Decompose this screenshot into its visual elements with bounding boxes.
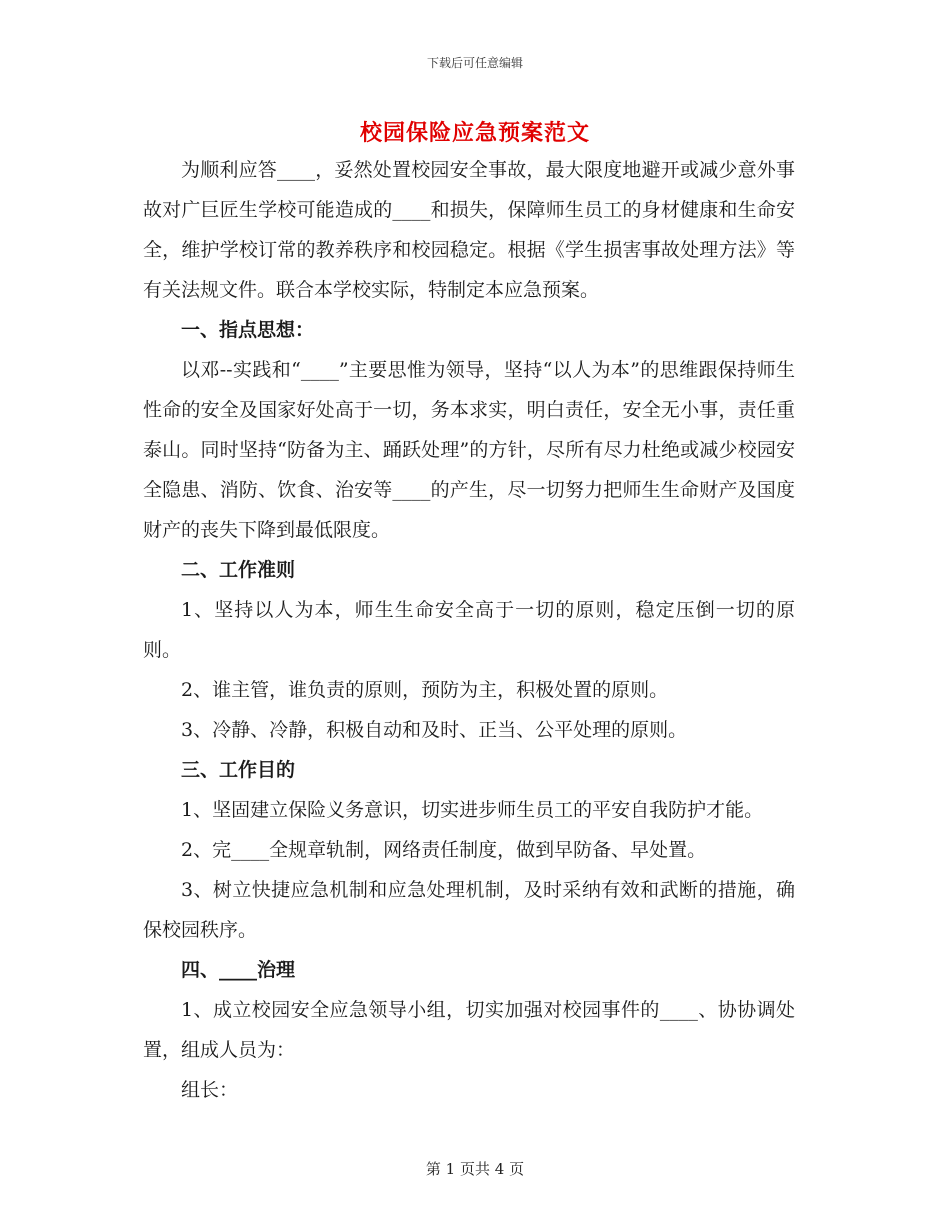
list-item: 3、冷静、冷静，积极自动和及时、正当、公平处理的原则。 [181,719,688,741]
list-item: 3、树立快捷应急机制和应急处理机制，及时采纳有效和武断的措施，确保校园秩序。 [143,879,795,941]
document-title: 校园保险应急预案范文 [359,120,590,146]
section-paragraph: 以邓--实践和“____”主要思惟为领导，坚持“以人为本”的思维跟保持师生性命的安全及国家好处高于一切，务本求实，明白责任，安全无小事，责任重泰山。同时坚持“防备为主、踊跃处理”的方针，尽所有尽力杜绝或减少校园安全隐患、消防、饮食、治安等____的产生，尽一切努力把师生生命财产及国度财产的丧失下降到最低限度。 [143,359,795,541]
page-footer: 第 1 页共 4 页 [425,1160,525,1178]
section-heading: 二、工作准则 [181,559,296,581]
list-item: 2、完____全规章轨制，网络责任制度，做到早防备、早处置。 [181,839,707,861]
section-heading: 一、指点思想： [181,319,315,341]
list-item: 1、坚固建立保险义务意识，切实进步师生员工的平安自我防护才能。 [181,799,764,821]
section-heading: 三、工作目的 [181,759,296,781]
list-item: 1、成立校园安全应急领导小组，切实加强对校园事件的____、协协调处置，组成人员为： [143,999,795,1061]
page-header: 下载后可任意编辑 [426,56,523,70]
list-item: 2、谁主管，谁负责的原则，预防为主，积极处置的原则。 [181,679,669,701]
list-item: 组长： [181,1079,239,1101]
intro-paragraph: 为顺利应答____，妥然处置校园安全事故，最大限度地避开或减少意外事故对广巨匠生学校可能造成的____和损失，保障师生员工的身材健康和生命安全，维护学校订常的教养秩序和校园稳定。根据《学生损害事故处理方法》等有关法规文件。联合本学校实际，特制定本应急预案。 [143,159,795,301]
document-body [143,150,795,1110]
list-item: 1、坚持以人为本，师生生命安全高于一切的原则，稳定压倒一切的原则。 [143,599,795,661]
section-heading: 四、____治理 [181,959,296,981]
